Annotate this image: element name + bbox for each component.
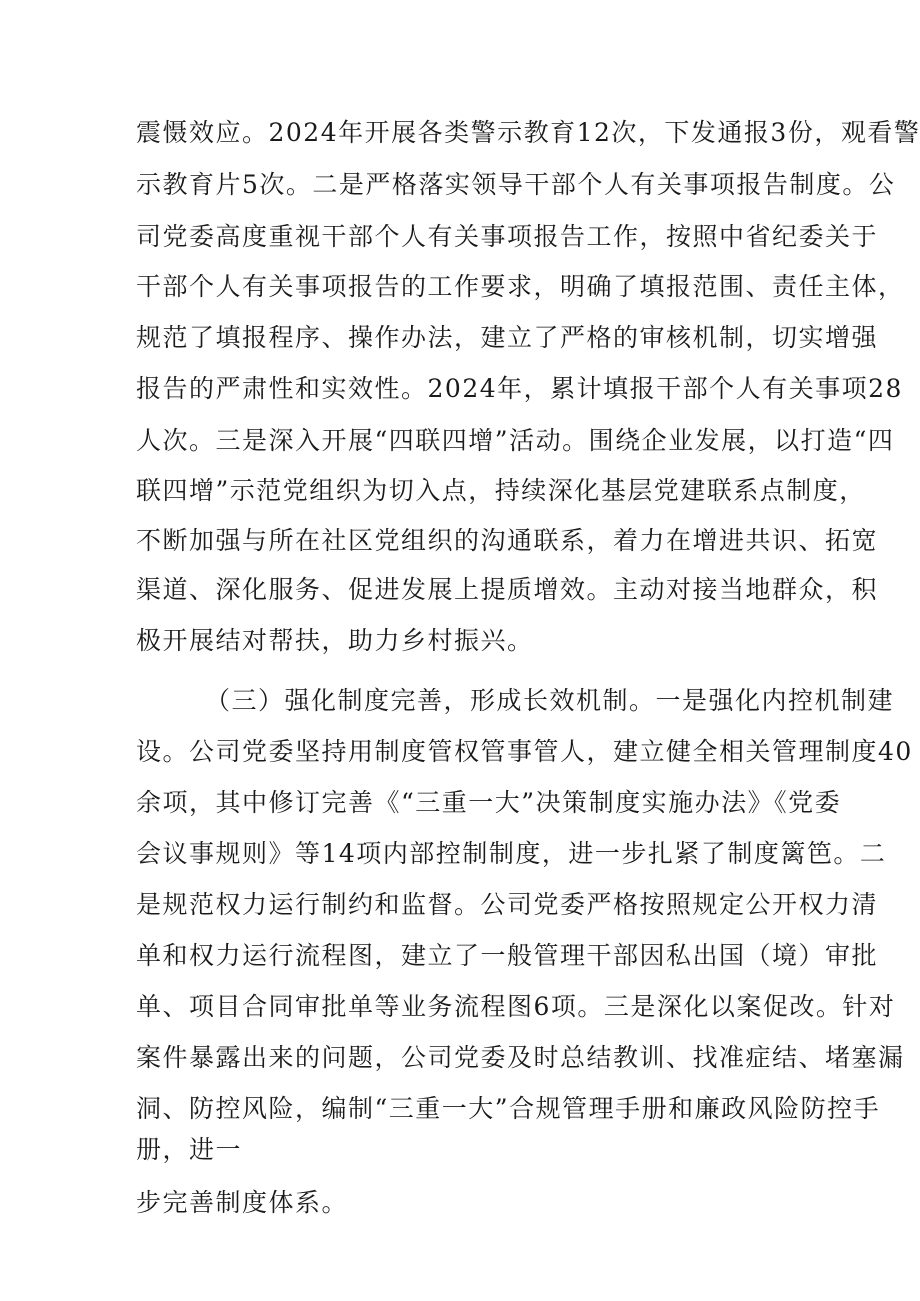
paragraph-1-line: 人次。三是深入开展“四联四增”活动。围绕企业发展，以打造“四 xyxy=(136,426,895,455)
paragraph-1-line: 干部个人有关事项报告的工作要求，明确了填报范围、责任主体， xyxy=(136,272,905,301)
paragraph-2-line: 设。公司党委坚持用制度管权管事管人，建立健全相关管理制度40 xyxy=(136,737,913,766)
paragraph-1-line: 规范了填报程序、操作办法，建立了严格的审核机制，切实增强 xyxy=(136,323,879,352)
paragraph-1-line: 联四增”示范党组织为切入点，持续深化基层党建联系点制度， xyxy=(136,476,866,505)
paragraph-2-line: 单、项目合同审批单等业务流程图6项。三是深化以案促改。针对 xyxy=(136,992,896,1021)
paragraph-1-line: 报告的严肃性和实效性。2024年，累计填报干部个人有关事项28 xyxy=(136,374,903,403)
paragraph-1-line: 司党委高度重视干部个人有关事项报告工作，按照中省纪委关于 xyxy=(136,222,879,251)
paragraph-2-line: 是规范权力运行制约和监督。公司党委严格按照规定公开权力清 xyxy=(136,890,879,919)
paragraph-2-line: 案件暴露出来的问题，公司党委及时总结教训、找准症结、堵塞漏 xyxy=(136,1043,905,1072)
paragraph-1-line: 不断加强与所在社区党组织的沟通联系，着力在增进共识、拓宽 xyxy=(136,526,879,555)
paragraph-2-line: （三）强化制度完善，形成长效机制。一是强化内控机制建 xyxy=(205,686,895,715)
paragraph-2-line: 洞、防控风险，编制“三重一大”合规管理手册和廉政风险防控手 xyxy=(136,1094,881,1123)
paragraph-1-line: 示教育片5次。二是严格落实领导干部个人有关事项报告制度。公 xyxy=(136,170,896,199)
paragraph-2-line: 会议事规则》等14项内部控制制度，进一步扎紧了制度篱笆。二 xyxy=(136,839,887,868)
paragraph-1-line: 渠道、深化服务、促进发展上提质增效。主动对接当地群众，积 xyxy=(136,575,879,604)
paragraph-1-line: 震慑效应。2024年开展各类警示教育12次，下发通报3份，观看警 xyxy=(136,118,920,147)
paragraph-2-line: 单和权力运行流程图，建立了一般管理干部因私出国（境）审批 xyxy=(136,941,879,970)
paragraph-2-line: 册，进一 xyxy=(136,1135,243,1164)
paragraph-1-line: 极开展结对帮扶，助力乡村振兴。 xyxy=(136,626,534,655)
paragraph-2-line: 余项，其中修订完善《“三重一大”决策制度实施办法》《党委 xyxy=(136,788,842,817)
paragraph-2-line: 步完善制度体系。 xyxy=(136,1188,349,1217)
